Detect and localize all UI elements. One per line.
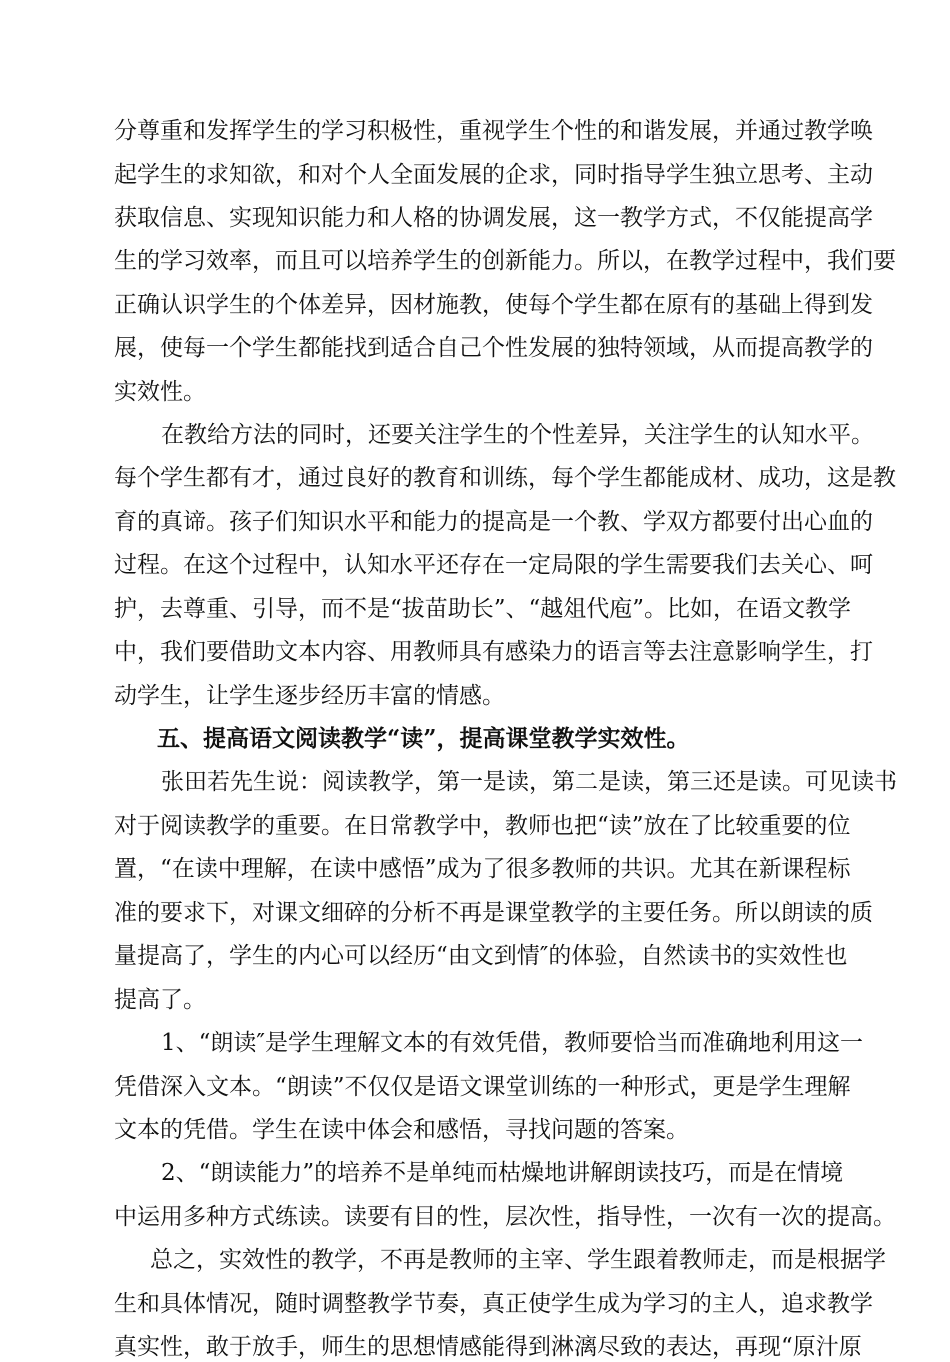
text-line: 置，“在读中理解，在读中感悟”成为了很多教师的共识。尤其在新课程标 <box>114 856 851 882</box>
paragraph-first-line: 在教给方法的同时，还要关注学生的个性差异，关注学生的认知水平。 <box>161 422 874 448</box>
text-line: 护，去尊重、引导，而不是“拔苗助长”、“越俎代庖”。比如，在语文教学 <box>114 596 852 622</box>
section-heading: 五、提高语文阅读教学“读”，提高课堂教学实效性。 <box>157 725 690 752</box>
text-line: 每个学生都有才，通过良好的教育和训练，每个学生都能成材、成功，这是教 <box>114 465 896 491</box>
paragraph-first-line: 总之，实效性的教学，不再是教师的主宰、学生跟着教师走，而是根据学 <box>150 1247 886 1273</box>
text-line: 提高了。 <box>114 987 206 1013</box>
text-line: 实效性。 <box>114 379 206 405</box>
text-line: 获取信息、实现知识能力和人格的协调发展，这一教学方式，不仅能提高学 <box>114 205 873 231</box>
numbered-item-2: 2、“朗读能力”的培养不是单纯而枯燥地讲解朗读技巧，而是在情境 <box>161 1160 844 1186</box>
text-line: 过程。在这个过程中，认知水平还存在一定局限的学生需要我们去关心、呵 <box>114 552 873 578</box>
text-line: 起学生的求知欲，和对个人全面发展的企求，同时指导学生独立思考、主动 <box>114 162 873 188</box>
text-line: 正确认识学生的个体差异，因材施教，使每个学生都在原有的基础上得到发 <box>114 292 873 318</box>
text-line: 中，我们要借助文本内容、用教师具有感染力的语言等去注意影响学生，打 <box>114 639 873 665</box>
text-line: 量提高了，学生的内心可以经历“由文到情″的体验，自然读书的实效性也 <box>114 943 848 969</box>
text-line: 准的要求下，对课文细碎的分析不再是课堂教学的主要任务。所以朗读的质 <box>114 900 873 926</box>
text-line: 真实性，敢于放手，师生的思想情感能得到淋漓尽致的表达，再现“原汁原 <box>114 1334 862 1360</box>
text-line: 对于阅读教学的重要。在日常教学中，教师也把“读”放在了比较重要的位 <box>114 813 851 839</box>
text-line: 凭借深入文本。“朗读”不仅仅是语文课堂训练的一种形式，更是学生理解 <box>114 1074 851 1100</box>
text-line: 中运用多种方式练读。读要有目的性，层次性，指导性，一次有一次的提高。 <box>114 1204 896 1230</box>
text-line: 生和具体情况，随时调整教学节奏，真正使学生成为学习的主人，追求教学 <box>114 1291 873 1317</box>
text-line: 生的学习效率，而且可以培养学生的创新能力。所以，在教学过程中，我们要 <box>114 248 896 274</box>
text-line: 分尊重和发挥学生的学习积极性，重视学生个性的和谐发展，并通过教学唤 <box>114 118 873 144</box>
text-line: 育的真谛。孩子们知识水平和能力的提高是一个教、学双方都要付出心血的 <box>114 509 873 535</box>
text-line: 动学生，让学生逐步经历丰富的情感。 <box>114 683 505 709</box>
text-line: 展，使每一个学生都能找到适合自己个性发展的独特领域，从而提高教学的 <box>114 335 873 361</box>
text-line: 文本的凭借。学生在读中体会和感悟，寻找问题的答案。 <box>114 1117 689 1143</box>
numbered-item-1: 1、“朗读″是学生理解文本的有效凭借，教师要恰当而准确地利用这一 <box>161 1030 863 1056</box>
paragraph-first-line: 张田若先生说：阅读教学，第一是读，第二是读，第三还是读。可见读书 <box>161 769 897 795</box>
